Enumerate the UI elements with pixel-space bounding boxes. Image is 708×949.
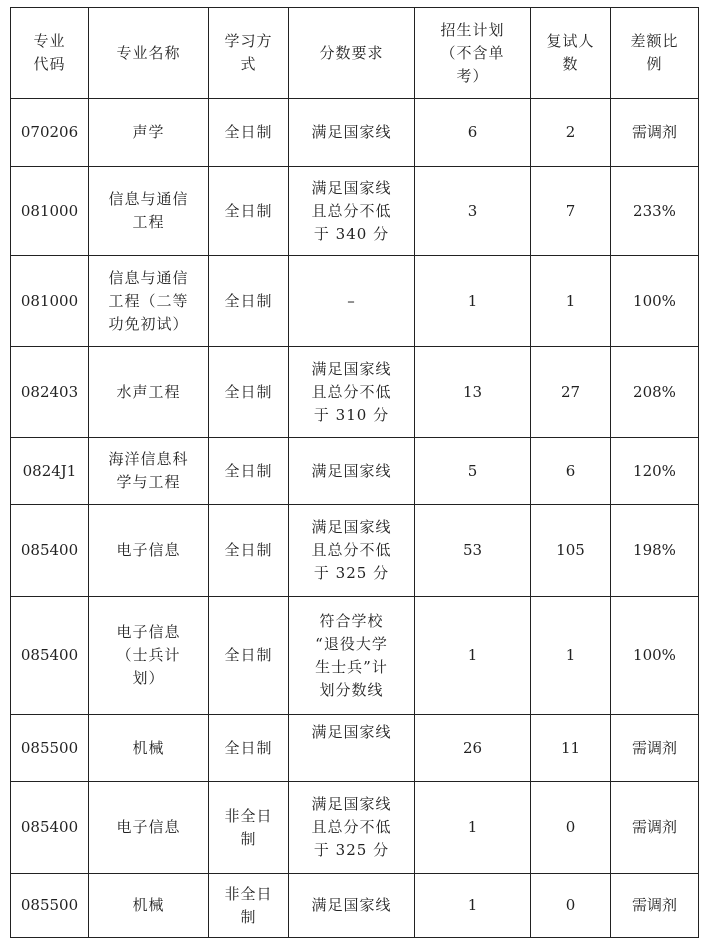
cell-code: 085500 — [11, 715, 89, 782]
header-study-mode: 学习方 式 — [209, 8, 289, 99]
admissions-table — [10, 7, 699, 938]
cell-major-name: 信息与通信 工程（二等 功免初试） — [89, 256, 209, 347]
table-row — [11, 597, 699, 715]
table-row — [11, 347, 699, 438]
cell-major-name: 电子信息 — [89, 782, 209, 874]
table-row — [11, 874, 699, 938]
cell-study-mode: 全日制 — [209, 715, 289, 782]
cell-enrollment-plan: 5 — [415, 438, 531, 505]
cell-study-mode: 非全日 制 — [209, 874, 289, 938]
cell-score-requirement: 满足国家线 且总分不低 于 325 分 — [289, 505, 415, 597]
table-row — [11, 256, 699, 347]
cell-ratio: 208% — [611, 347, 699, 438]
cell-ratio: 233% — [611, 167, 699, 256]
header-ratio: 差额比 例 — [611, 8, 699, 99]
cell-score-requirement: 满足国家线 — [289, 874, 415, 938]
cell-ratio: 120% — [611, 438, 699, 505]
cell-major-name: 声学 — [89, 99, 209, 167]
cell-enrollment-plan: 26 — [415, 715, 531, 782]
cell-score-requirement: 满足国家线 — [289, 715, 415, 782]
header-major-name: 专业名称 — [89, 8, 209, 99]
header-code: 专业 代码 — [11, 8, 89, 99]
cell-ratio: 100% — [611, 597, 699, 715]
table-row — [11, 715, 699, 782]
cell-score-requirement: 满足国家线 且总分不低 于 325 分 — [289, 782, 415, 874]
cell-retest-count: 0 — [531, 782, 611, 874]
cell-major-name: 机械 — [89, 874, 209, 938]
cell-code: 085400 — [11, 782, 89, 874]
cell-score-requirement: 满足国家线 — [289, 438, 415, 505]
cell-code: 085400 — [11, 597, 89, 715]
cell-ratio: 需调剂 — [611, 715, 699, 782]
cell-ratio: 需调剂 — [611, 874, 699, 938]
cell-score-requirement: 满足国家线 且总分不低 于 340 分 — [289, 167, 415, 256]
cell-ratio: 198% — [611, 505, 699, 597]
cell-code: 070206 — [11, 99, 89, 167]
cell-score-requirement: 满足国家线 且总分不低 于 310 分 — [289, 347, 415, 438]
cell-retest-count: 27 — [531, 347, 611, 438]
cell-code: 081000 — [11, 167, 89, 256]
header-retest-count: 复试人 数 — [531, 8, 611, 99]
table-row — [11, 167, 699, 256]
cell-ratio: 100% — [611, 256, 699, 347]
cell-retest-count: 2 — [531, 99, 611, 167]
cell-study-mode: 全日制 — [209, 438, 289, 505]
header-score-requirement: 分数要求 — [289, 8, 415, 99]
header-enrollment-plan: 招生计划 （不含单 考） — [415, 8, 531, 99]
cell-enrollment-plan: 3 — [415, 167, 531, 256]
cell-retest-count: 105 — [531, 505, 611, 597]
cell-study-mode: 全日制 — [209, 256, 289, 347]
cell-retest-count: 11 — [531, 715, 611, 782]
cell-enrollment-plan: 6 — [415, 99, 531, 167]
cell-code: 0824J1 — [11, 438, 89, 505]
cell-enrollment-plan: 1 — [415, 874, 531, 938]
cell-code: 081000 — [11, 256, 89, 347]
cell-retest-count: 6 — [531, 438, 611, 505]
cell-major-name: 海洋信息科 学与工程 — [89, 438, 209, 505]
cell-enrollment-plan: 13 — [415, 347, 531, 438]
table-row — [11, 438, 699, 505]
cell-score-requirement: 符合学校 “退役大学 生士兵”计 划分数线 — [289, 597, 415, 715]
table-row — [11, 782, 699, 874]
cell-study-mode: 全日制 — [209, 347, 289, 438]
cell-enrollment-plan: 1 — [415, 597, 531, 715]
cell-retest-count: 7 — [531, 167, 611, 256]
table-row — [11, 99, 699, 167]
cell-ratio: 需调剂 — [611, 99, 699, 167]
cell-score-requirement: – — [289, 256, 415, 347]
table-row — [11, 505, 699, 597]
header-row — [11, 8, 699, 99]
cell-code: 085500 — [11, 874, 89, 938]
cell-enrollment-plan: 53 — [415, 505, 531, 597]
cell-major-name: 电子信息 — [89, 505, 209, 597]
cell-study-mode: 全日制 — [209, 99, 289, 167]
cell-study-mode: 全日制 — [209, 167, 289, 256]
cell-major-name: 电子信息 （士兵计 划） — [89, 597, 209, 715]
cell-code: 085400 — [11, 505, 89, 597]
cell-study-mode: 非全日 制 — [209, 782, 289, 874]
cell-retest-count: 1 — [531, 256, 611, 347]
cell-retest-count: 0 — [531, 874, 611, 938]
cell-study-mode: 全日制 — [209, 505, 289, 597]
cell-study-mode: 全日制 — [209, 597, 289, 715]
cell-score-requirement: 满足国家线 — [289, 99, 415, 167]
cell-code: 082403 — [11, 347, 89, 438]
cell-enrollment-plan: 1 — [415, 782, 531, 874]
cell-retest-count: 1 — [531, 597, 611, 715]
cell-enrollment-plan: 1 — [415, 256, 531, 347]
cell-major-name: 信息与通信 工程 — [89, 167, 209, 256]
cell-major-name: 机械 — [89, 715, 209, 782]
cell-major-name: 水声工程 — [89, 347, 209, 438]
cell-ratio: 需调剂 — [611, 782, 699, 874]
